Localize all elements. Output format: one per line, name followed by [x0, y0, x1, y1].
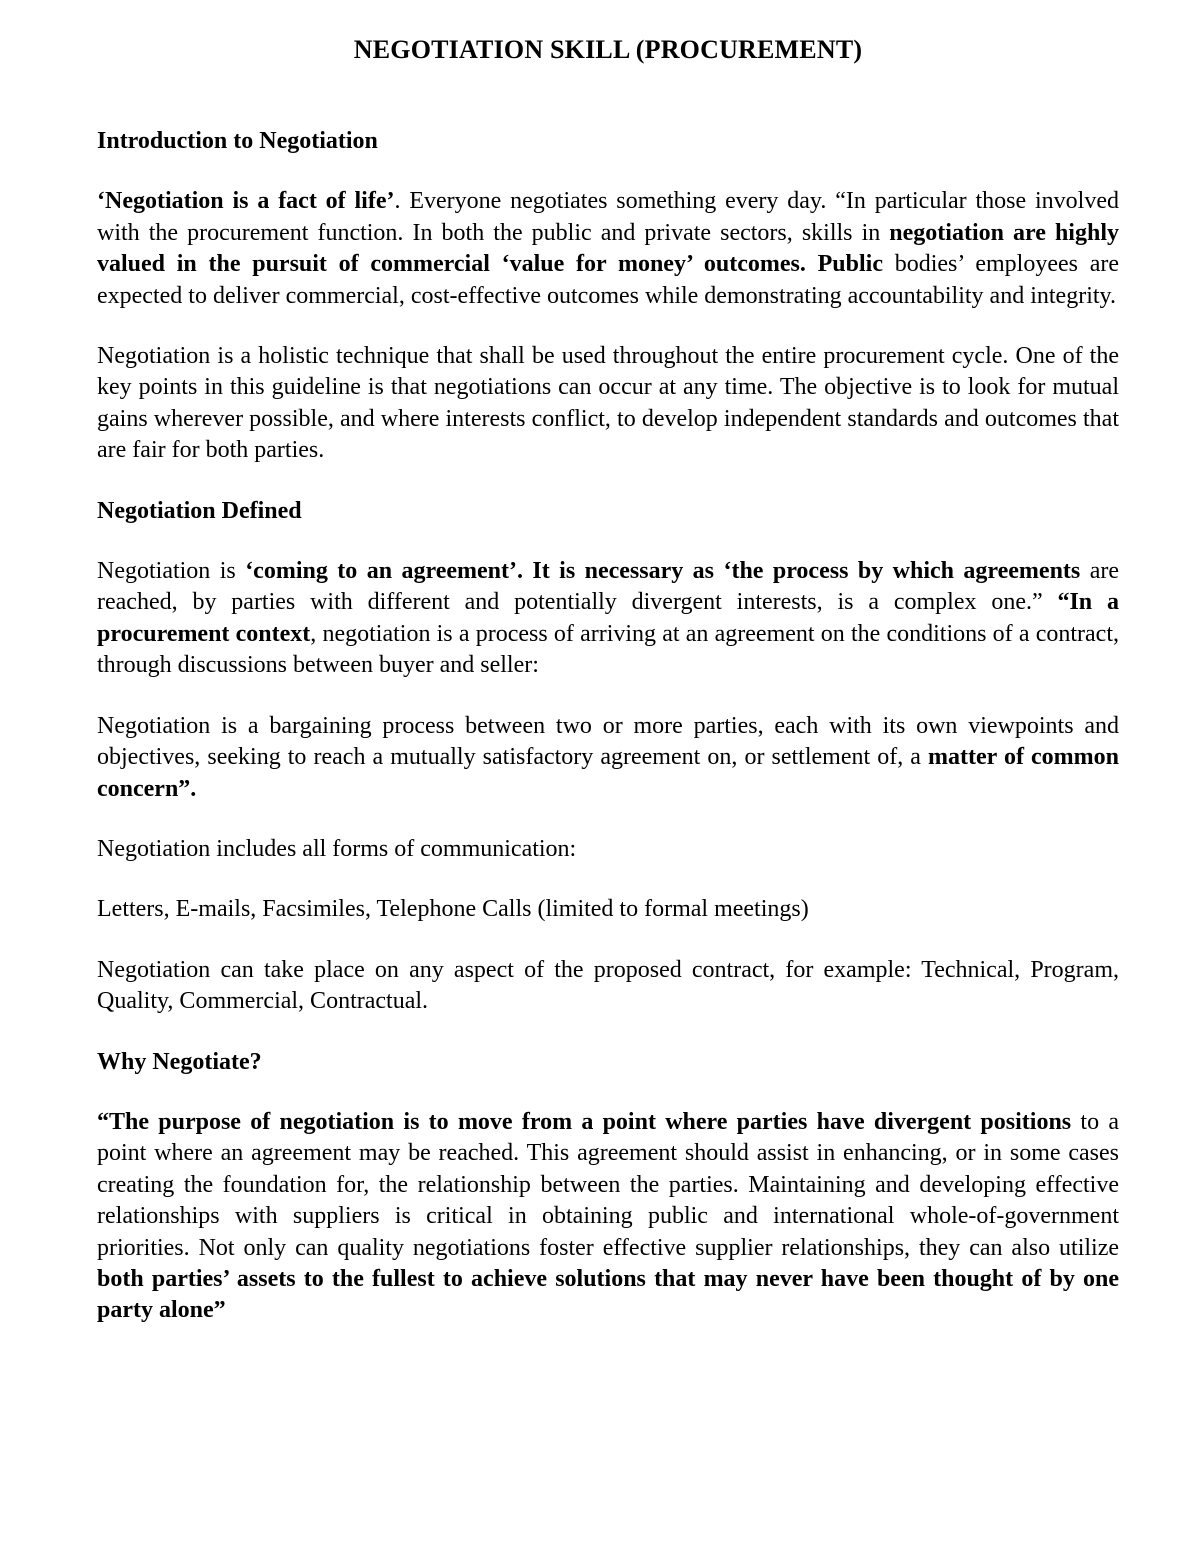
paragraph-defined-2 [97, 711, 1119, 805]
document-title: NEGOTIATION SKILL (PROCUREMENT) [353, 35, 863, 64]
defined-text-c: , negotiation is a process of arriving at an agreement on the conditions of a contract, through discussions between buyer and seller: [97, 620, 1120, 679]
heading-why-negotiate: Why Negotiate? [97, 1048, 262, 1075]
heading-negotiation-defined: Negotiation Defined [97, 497, 302, 524]
paragraph-defined-5: Negotiation can take place on any aspect of the proposed contract, for example: Technical, Program, Quality, Commercial, Contractual. [97, 956, 1119, 1015]
intro-text-a: . Everyone negotiates something every day. “In particular those involved with the procurement function. In both the public and private sectors, skills in [97, 188, 1119, 246]
paragraph-defined-4: Letters, E-mails, Facsimiles, Telephone Calls (limited to formal meetings) [97, 896, 809, 923]
why-bold-b: both parties’ assets to the fullest to achieve solutions that may never have been thought of by one party alone” [97, 1265, 1119, 1324]
intro-text-b: bodies’ employees are expected to deliver commercial, cost-effective outcomes while demonstrating accountability and integrity. [97, 251, 1119, 309]
defined-text-a: Negotiation is [97, 558, 246, 585]
paragraph-intro-1 [97, 186, 1119, 312]
document-page [97, 30, 1119, 1327]
why-text-a: to a point where an agreement may be reached. This agreement should assist in enhancing, or in some cases creating the foundation for, the relationship between the parties. Maintaining and developing effective relationships with suppliers is critical in obtaining public and international whole-of-government priorities. Not only can quality negotiations foster effective supplier relationships, they can also utilize [97, 1108, 1119, 1261]
paragraph-why-1 [97, 1107, 1119, 1327]
defined2-text-a: Negotiation is a bargaining process between two or more parties, each with its own viewpoints and objectives, seeking to reach a mutually satisfactory agreement on, or settlement of, a [97, 712, 1119, 771]
why-bold-a: “The purpose of negotiation is to move from a point where parties have divergent positions [97, 1108, 1072, 1135]
intro-bold-lead: ‘Negotiation is a fact of life’ [97, 188, 395, 215]
heading-introduction: Introduction to Negotiation [97, 128, 378, 154]
intro-bold-mid: negotiation are highly valued in the pursuit of commercial ‘value for money’ outcomes. Public [97, 219, 1119, 278]
paragraph-defined-1 [97, 556, 1119, 682]
paragraph-intro-2: Negotiation is a holistic technique that shall be used throughout the entire procurement cycle. One of the key points in this guideline is that negotiations can occur at any time. The objective is to look for mutual gains wherever possible, and where interests conflict, to develop independent standards and outcomes that are fair for both parties. [97, 343, 1119, 464]
defined-text-b: are reached, by parties with different and potentially divergent interests, is a complex one.” [97, 558, 1119, 616]
defined-bold-b: “In a procurement context [97, 589, 1119, 647]
paragraph-defined-3: Negotiation includes all forms of communication: [97, 835, 577, 862]
defined2-bold-a: matter of common concern”. [97, 744, 1120, 802]
defined-bold-a: ‘coming to an agreement’. It is necessary as ‘the process by which agreements [245, 558, 1081, 585]
